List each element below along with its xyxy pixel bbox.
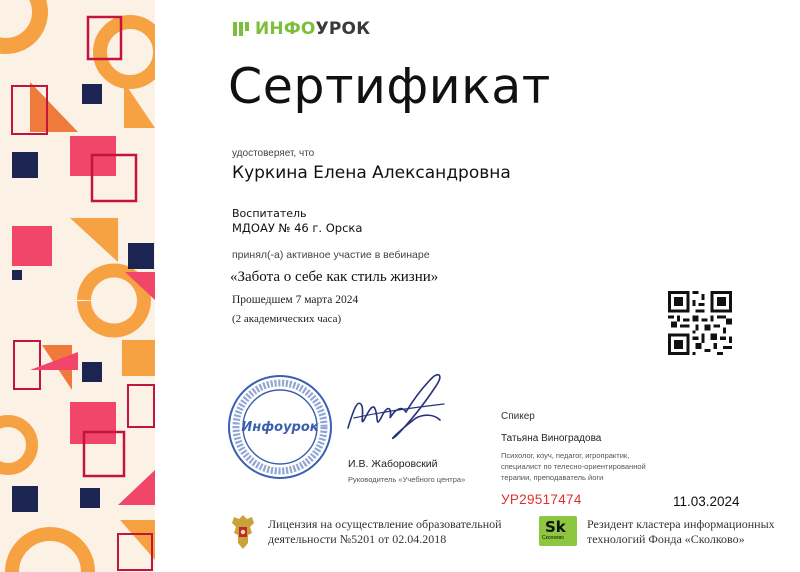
license-line: деятельности №5201 от 02.04.2018: [268, 532, 447, 546]
logo-text-prefix: ИНФО: [255, 19, 316, 39]
speaker-label: Спикер: [501, 411, 535, 422]
official-stamp: [226, 373, 334, 481]
director-role: Руководитель «Учебного центра»: [348, 475, 466, 484]
geometric-pattern: [0, 0, 155, 572]
skolkovo-logo-caption: Сколково: [542, 535, 564, 541]
infourok-logo: [232, 18, 370, 40]
certificate-id: УР29517474: [501, 492, 582, 507]
director-signature: [340, 368, 450, 452]
speaker-name: Татьяна Виноградова: [501, 433, 602, 444]
infourok-logo-icon: [232, 20, 250, 38]
skolkovo-line: технологий Фонда «Сколково»: [587, 532, 745, 546]
logo-text-suffix: УРОК: [315, 19, 371, 39]
stamp-center-text: Инфоурок: [241, 420, 319, 435]
speaker-description-line: терапии, преподаватель йоги: [501, 473, 604, 482]
logo-text: [255, 19, 370, 39]
certifies-text: удостоверяет, что: [232, 148, 315, 159]
speaker-description: [501, 450, 681, 483]
webinar-title: «Забота о себе как стиль жизни»: [230, 269, 439, 285]
recipient-organization: МДОАУ № 46 г. Орска: [232, 221, 363, 235]
skolkovo-resident-text: [587, 517, 787, 547]
recipient-position: Воспитатель: [232, 207, 307, 220]
coat-of-arms-icon: [228, 513, 258, 551]
recipient-name: Куркина Елена Александровна: [232, 163, 511, 183]
webinar-date: Прошедшем 7 марта 2024: [232, 294, 359, 306]
issue-date: 11.03.2024: [673, 494, 740, 509]
qr-code: [668, 291, 732, 355]
certificate-title: Сертификат: [228, 58, 551, 115]
license-line: Лицензия на осуществление образовательной: [268, 517, 502, 531]
decorative-pattern-stripe: [0, 0, 155, 572]
director-name: И.В. Жаборовский: [348, 458, 438, 470]
license-text: [268, 517, 528, 547]
skolkovo-logo: [539, 516, 577, 546]
skolkovo-line: Резидент кластера информационных: [587, 517, 775, 531]
academic-hours: (2 академических часа): [232, 313, 342, 325]
speaker-description-line: специалист по телесно-ориентированной: [501, 462, 646, 471]
participation-text: принял(-а) активное участие в вебинаре: [232, 249, 430, 261]
speaker-description-line: Психолог, коуч, педагог, игропрактик,: [501, 451, 630, 460]
skolkovo-logo-mark: Sk: [545, 518, 566, 536]
